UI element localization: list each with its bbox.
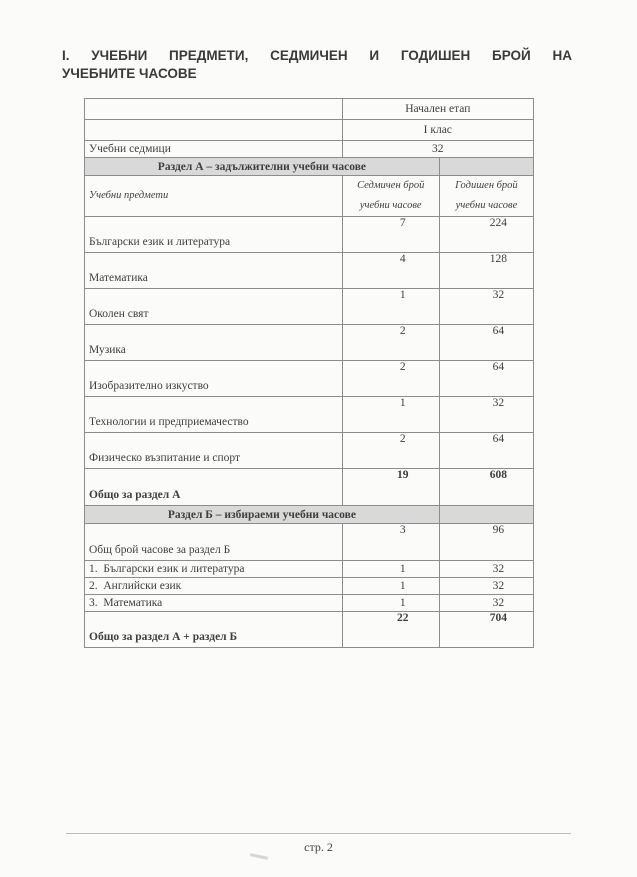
subject-annual: 128 [439,253,533,289]
subject-row [85,289,534,325]
subject-row [85,433,534,469]
subject-weekly: 2 [342,361,439,397]
page-number: стр. 2 [304,840,333,854]
total-a-row [85,469,534,506]
elective-name [85,578,343,595]
section-b-header-row [85,506,534,524]
subject-annual: 32 [439,397,533,433]
total-b-label: Общ брой часове за раздел Б [85,524,343,561]
col-weekly-header: Седмичен брой учебни часове [342,176,439,217]
subject-row [85,253,534,289]
elective-annual: 32 [439,595,533,612]
table-cell [439,506,533,524]
heading-line-1: I. УЧЕБНИ ПРЕДМЕТИ, СЕДМИЧЕН И ГОДИШЕН БРОЙ НА [62,48,572,63]
elective-weekly: 1 [342,578,439,595]
subject-name: Технологии и предприемачество [85,397,343,433]
elective-row [85,595,534,612]
total-ab-annual: 704 [439,612,533,648]
subject-annual: 64 [439,361,533,397]
subject-row [85,361,534,397]
elective-row [85,561,534,578]
total-a-annual: 608 [439,469,533,506]
total-ab-weekly: 22 [342,612,439,648]
subject-annual: 64 [439,325,533,361]
subject-weekly: 1 [342,289,439,325]
subject-row [85,325,534,361]
col-subjects-header: Учебни предмети [85,176,343,217]
total-a-label: Общо за раздел А [85,469,343,506]
table-row [85,120,534,141]
subject-weekly: 4 [342,253,439,289]
subject-weekly: 7 [342,217,439,253]
weeks-value: 32 [342,141,533,158]
subject-name: Музика [85,325,343,361]
total-ab-label: Общо за раздел А + раздел Б [85,612,343,648]
curriculum-table [84,98,534,648]
table-cell [85,99,343,120]
subject-name: Изобразително изкуство [85,361,343,397]
footer-divider [66,833,571,834]
col-annual-header: Годишен брой учебни часове [439,176,533,217]
table-row [85,99,534,120]
table-cell [439,158,533,176]
total-a-weekly: 19 [342,469,439,506]
section-a-header-row [85,158,534,176]
subject-name: Околен свят [85,289,343,325]
subject-name: Математика [85,253,343,289]
total-b-row [85,524,534,561]
column-header-row [85,176,534,217]
total-b-annual: 96 [439,524,533,561]
weeks-label: Учебни седмици [85,141,343,158]
subject-weekly: 1 [342,397,439,433]
elective-weekly: 1 [342,595,439,612]
elective-name [85,561,343,578]
table-row [85,141,534,158]
heading-line-2: УЧЕБНИТЕ ЧАСОВЕ [62,66,197,81]
section-a-title: Раздел А – задължителни учебни часове [85,158,440,176]
elective-subject: Английски език [103,580,182,592]
subject-weekly: 2 [342,433,439,469]
subject-row [85,397,534,433]
grade-cell: I клас [342,120,533,141]
section-b-body [85,561,534,612]
elective-number: 3. [89,597,98,609]
subject-annual: 224 [439,217,533,253]
subject-annual: 32 [439,289,533,325]
subject-name: Физическо възпитание и спорт [85,433,343,469]
elective-subject: Български език и литература [103,563,245,575]
elective-annual: 32 [439,578,533,595]
elective-number: 1. [89,563,98,575]
elective-number: 2. [89,580,98,592]
subject-weekly: 2 [342,325,439,361]
table-cell [85,120,343,141]
section-b-title: Раздел Б – избираеми учебни часове [85,506,440,524]
subject-annual: 64 [439,433,533,469]
total-ab-row [85,612,534,648]
section-heading [62,47,572,83]
elective-row [85,578,534,595]
elective-name [85,595,343,612]
section-a-body [85,217,534,469]
subject-row [85,217,534,253]
total-b-weekly: 3 [342,524,439,561]
elective-annual: 32 [439,561,533,578]
stage-cell: Начален етап [342,99,533,120]
elective-subject: Математика [103,597,163,609]
elective-weekly: 1 [342,561,439,578]
subject-name: Български език и литература [85,217,343,253]
